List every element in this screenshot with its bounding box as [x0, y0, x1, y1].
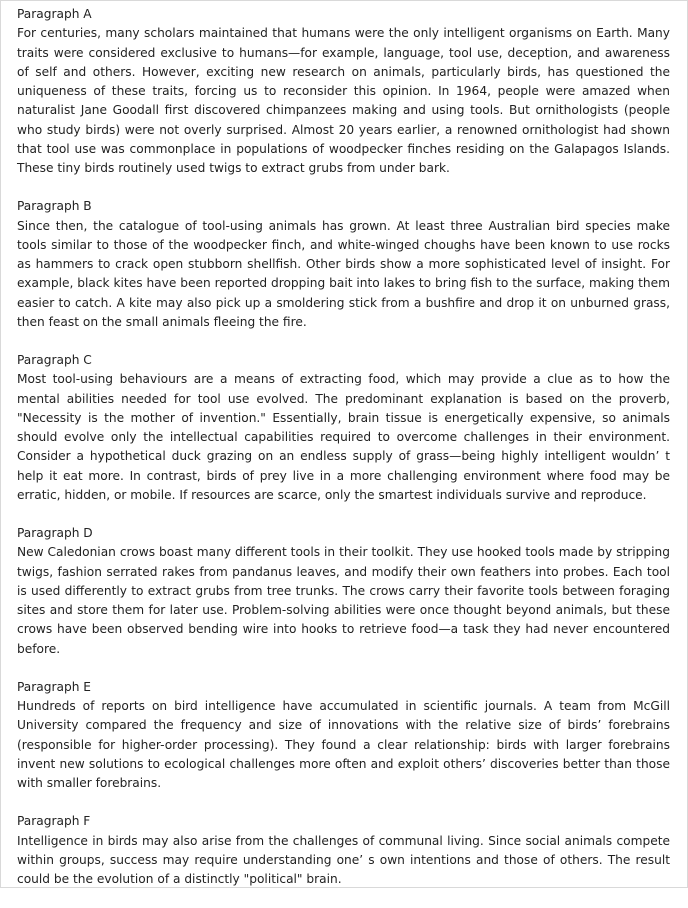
paragraph-f	[17, 812, 670, 889]
paragraph-text: Intelligence in birds may also arise from the challenges of communal living. Since social animals compete within groups, success may require understanding one’ s own intentions and those of others. The result could be the evolution of a distinctly "political" brain.	[17, 833, 670, 886]
paragraph-heading: Paragraph F	[17, 814, 91, 829]
paragraph-b	[17, 197, 670, 332]
paragraph-heading: Paragraph C	[17, 353, 92, 367]
paragraph-c	[17, 351, 670, 505]
paragraph-d	[17, 524, 670, 659]
paragraph-text: Hundreds of reports on bird intelligence have accumulated in scientific journals. A team from McGill University compared the frequency and size of innovations with the relative size of birds’ forebrains (responsible for higher-order processing). They found a clear relationship: birds with larger forebrains invent new solutions to ecological challenges more often and exploit others’ discoveries better than those with smaller forebrains.	[17, 699, 670, 790]
document-body	[17, 5, 670, 908]
paragraph-text: For centuries, many scholars maintained that humans were the only intelligent organisms on Earth. Many traits were considered exclusive to humans—for example, language, tool use, deception, and awareness of self and others. However, exciting new research on animals, particularly birds, has questioned the uniqueness of these traits, forcing us to reconsider this opinion. In 1964, people were amazed when naturalist Jane Goodall first discovered chimpanzees making and using tools. But ornithologists (people who study birds) were not overly surprised. Almost 20 years earlier, a renowned ornithologist had shown that tool use was commonplace in populations of woodpecker finches residing on the Galapagos Islands. These tiny birds routinely used twigs to extract grubs from under bark.	[17, 26, 670, 175]
paragraph-e	[17, 678, 670, 794]
paragraph-a	[17, 5, 670, 178]
paragraph-heading: Paragraph B	[17, 199, 92, 214]
paragraph-heading: Paragraph A	[17, 7, 92, 21]
paragraph-text: Since then, the catalogue of tool-using animals has grown. At least three Australian bird species make tools similar to those of the woodpecker finch, and white-winged choughs have been known to use rocks as hammers to crack open stubborn shellfish. Other birds show a more sophisticated level of insight. For example, black kites have been reported dropping bait into lakes to bring fish to the surface, making them easier to catch. A kite may also pick up a smoldering stick from a bushfire and drop it on unburned grass, then feast on the small animals fleeing the fire.	[17, 218, 670, 329]
paragraph-heading: Paragraph D	[17, 526, 93, 540]
paragraph-text: Most tool-using behaviours are a means of extracting food, which may provide a clue as to how the mental abilities needed for tool use evolved. The predominant explanation is based on the proverb, "Necessity is the mother of invention." Essentially, brain tissue is energetically expensive, so animals should evolve only the intellectual capabilities required to overcome challenges in their environment. Consider a hypothetical duck grazing on an endless supply of grass—being highly intelligent wouldn’ t help it eat more. In contrast, birds of prey live in a more challenging environment where food may be erratic, hidden, or mobile. If resources are scarce, only the smartest individuals survive and reproduce.	[17, 372, 670, 502]
paragraph-heading: Paragraph E	[17, 679, 91, 694]
paragraph-text: New Caledonian crows boast many different tools in their toolkit. They use hooked tools made by stripping twigs, fashion serrated rakes from pandanus leaves, and modify their own feathers into probes. Each tool is used differently to extract grubs from tree trunks. The crows carry their favorite tools between foraging sites and store them for later use. Problem-solving abilities were once thought beyond animals, but these crows have been observed bending wire into hooks to retrieve food—a task they had never encountered before.	[17, 545, 670, 656]
